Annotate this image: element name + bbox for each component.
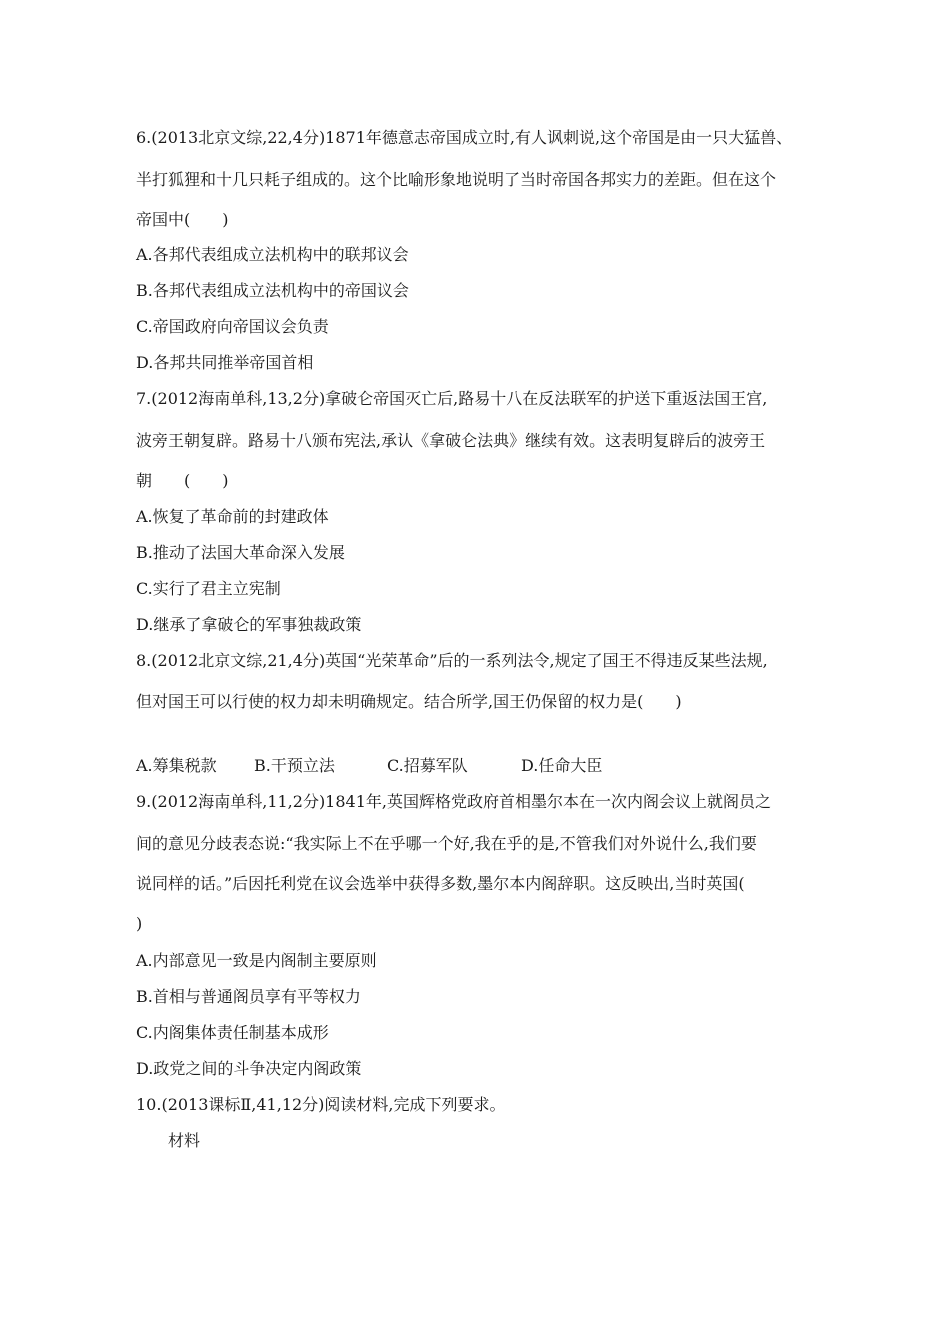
q8-option-c: C.招募军队 bbox=[387, 756, 468, 775]
q9-option-a: A.内部意见一致是内阁制主要原则 bbox=[136, 951, 377, 970]
q8-option-a: A.筹集税款 bbox=[136, 756, 217, 775]
q6-stem-line-3: 帝国中( ) bbox=[136, 210, 229, 229]
q9-option-b: B.首相与普通阁员享有平等权力 bbox=[136, 987, 361, 1006]
q9-stem-line-1: 9.(2012海南单科,11,2分)1841年,英国辉格党政府首相墨尔本在一次内阁会议上就阁员之 bbox=[136, 792, 771, 811]
q9-stem-line-4: ) bbox=[136, 914, 143, 933]
q10-material-label: 材料 bbox=[168, 1131, 201, 1150]
q7-option-a: A.恢复了革命前的封建政体 bbox=[136, 507, 329, 526]
q9-stem-line-3: 说同样的话。”后因托利党在议会选举中获得多数,墨尔本内阁辞职。这反映出,当时英国( bbox=[136, 874, 745, 893]
q8-stem-line-2: 但对国王可以行使的权力却未明确规定。结合所学,国王仍保留的权力是( ) bbox=[136, 692, 682, 711]
q6-stem-line-1: 6.(2013北京文综,22,4分)1871年德意志帝国成立时,有人讽刺说,这个帝国是由一只大猛兽、 bbox=[136, 128, 793, 147]
q6-option-d: D.各邦共同推举帝国首相 bbox=[136, 353, 314, 372]
q6-option-c: C.帝国政府向帝国议会负责 bbox=[136, 317, 329, 336]
q7-stem-line-2: 波旁王朝复辟。路易十八颁布宪法,承认《拿破仑法典》继续有效。这表明复辟后的波旁王 bbox=[136, 431, 766, 450]
q10-stem-line-1: 10.(2013课标Ⅱ,41,12分)阅读材料,完成下列要求。 bbox=[136, 1095, 506, 1114]
q8-option-b: B.干预立法 bbox=[254, 756, 335, 775]
q6-stem-line-2: 半打狐狸和十几只耗子组成的。这个比喻形象地说明了当时帝国各邦实力的差距。但在这个 bbox=[136, 170, 777, 189]
q8-stem-line-1: 8.(2012北京文综,21,4分)英国“光荣革命”后的一系列法令,规定了国王不得违反某些法规, bbox=[136, 651, 768, 670]
q7-option-b: B.推动了法国大革命深入发展 bbox=[136, 543, 345, 562]
q7-option-d: D.继承了拿破仑的军事独裁政策 bbox=[136, 615, 362, 634]
q9-option-d: D.政党之间的斗争决定内阁政策 bbox=[136, 1059, 362, 1078]
q8-option-d: D.任命大臣 bbox=[521, 756, 603, 775]
q9-option-c: C.内阁集体责任制基本成形 bbox=[136, 1023, 329, 1042]
q6-option-a: A.各邦代表组成立法机构中的联邦议会 bbox=[136, 245, 409, 264]
q7-option-c: C.实行了君主立宪制 bbox=[136, 579, 281, 598]
q7-stem-line-1: 7.(2012海南单科,13,2分)拿破仑帝国灭亡后,路易十八在反法联军的护送下重返法国王宫, bbox=[136, 389, 768, 408]
q6-option-b: B.各邦代表组成立法机构中的帝国议会 bbox=[136, 281, 409, 300]
q7-stem-line-3: 朝 ( ) bbox=[136, 471, 229, 490]
q9-stem-line-2: 间的意见分歧表态说:“我实际上不在乎哪一个好,我在乎的是,不管我们对外说什么,我们要 bbox=[136, 834, 757, 853]
